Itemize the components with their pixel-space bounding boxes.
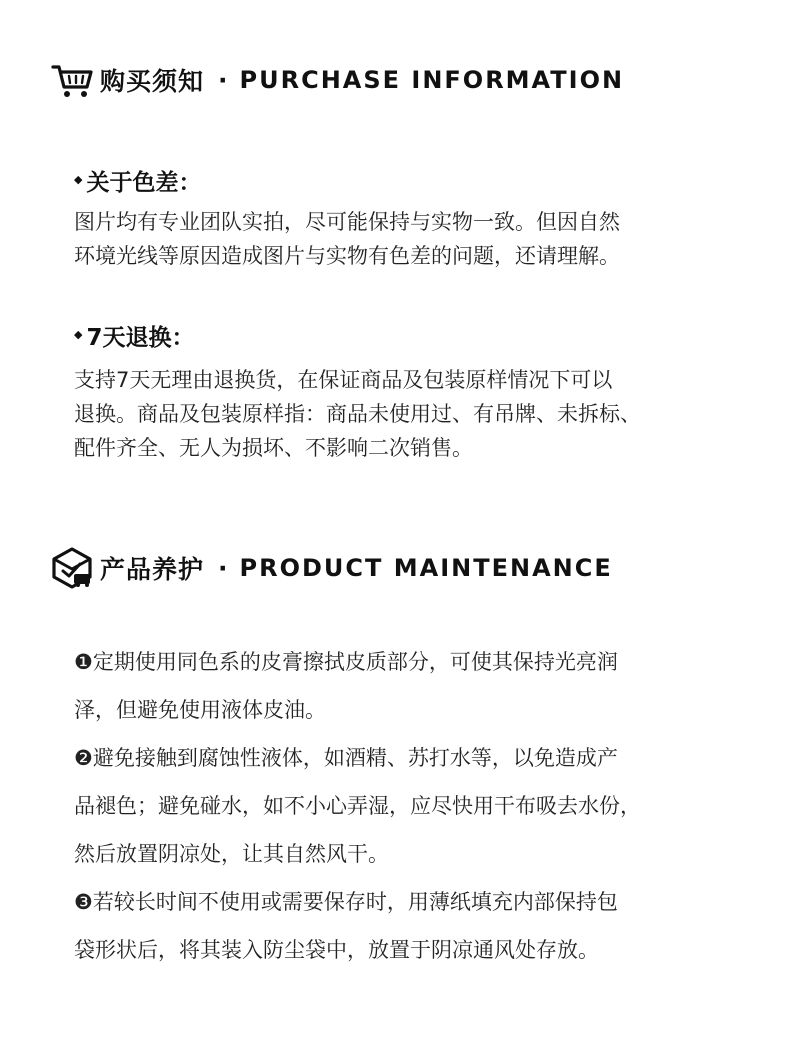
color-diff-heading-text: 关于色差： <box>86 170 202 196</box>
text-line: 环境光线等原因造成图片与实物有色差的问题，还请理解。 <box>74 244 620 268</box>
header-separator: · <box>218 553 228 583</box>
maintenance-header <box>50 546 613 590</box>
text-line: 袋形状后，将其装入防尘袋中，放置于阴凉通风处存放。 <box>74 938 599 962</box>
purchase-info-title: 购买须知 <box>100 67 205 96</box>
maintenance-text <box>74 638 764 974</box>
diamond-bullet-icon: ◆ <box>74 173 83 186</box>
text-line: ❶定期使用同色系的皮膏擦拭皮质部分，可使其保持光亮润 <box>74 650 618 674</box>
returns-heading-text: 7天退换： <box>86 325 195 351</box>
text-line: 图片均有专业团队实拍，尽可能保持与实物一致。但因自然 <box>74 210 620 234</box>
maintenance-title: 产品养护 <box>100 555 205 584</box>
text-line: ❸若较长时间不使用或需要保存时，用薄纸填充内部保持包 <box>74 890 618 914</box>
header-separator: · <box>218 65 228 95</box>
returns-heading <box>74 319 194 352</box>
text-line: 支持7天无理由退换货，在保证商品及包装原样情况下可以 <box>74 368 613 392</box>
purchase-info-title-en: PURCHASE INFORMATION <box>239 66 625 94</box>
returns-text <box>74 363 764 465</box>
text-line: ❷避免接触到腐蚀性液体，如酒精、苏打水等，以免造成产 <box>74 746 618 770</box>
text-line: 泽，但避免使用液体皮油。 <box>74 698 326 722</box>
purchase-info-header <box>50 58 624 102</box>
package-box-icon <box>50 546 94 590</box>
diamond-bullet-icon: ◆ <box>74 328 83 341</box>
shopping-cart-icon <box>50 58 94 102</box>
color-diff-text <box>74 205 764 273</box>
text-line: 配件齐全、无人为损坏、不影响二次销售。 <box>74 436 473 460</box>
text-line: 然后放置阴凉处，让其自然风干。 <box>74 842 389 866</box>
text-line: 退换。商品及包装原样指：商品未使用过、有吊牌、未拆标、 <box>74 402 641 426</box>
color-diff-heading <box>74 164 201 197</box>
text-line: 品褪色；避免碰水，如不小心弄湿，应尽快用干布吸去水份， <box>74 794 641 818</box>
maintenance-title-en: PRODUCT MAINTENANCE <box>239 554 613 582</box>
